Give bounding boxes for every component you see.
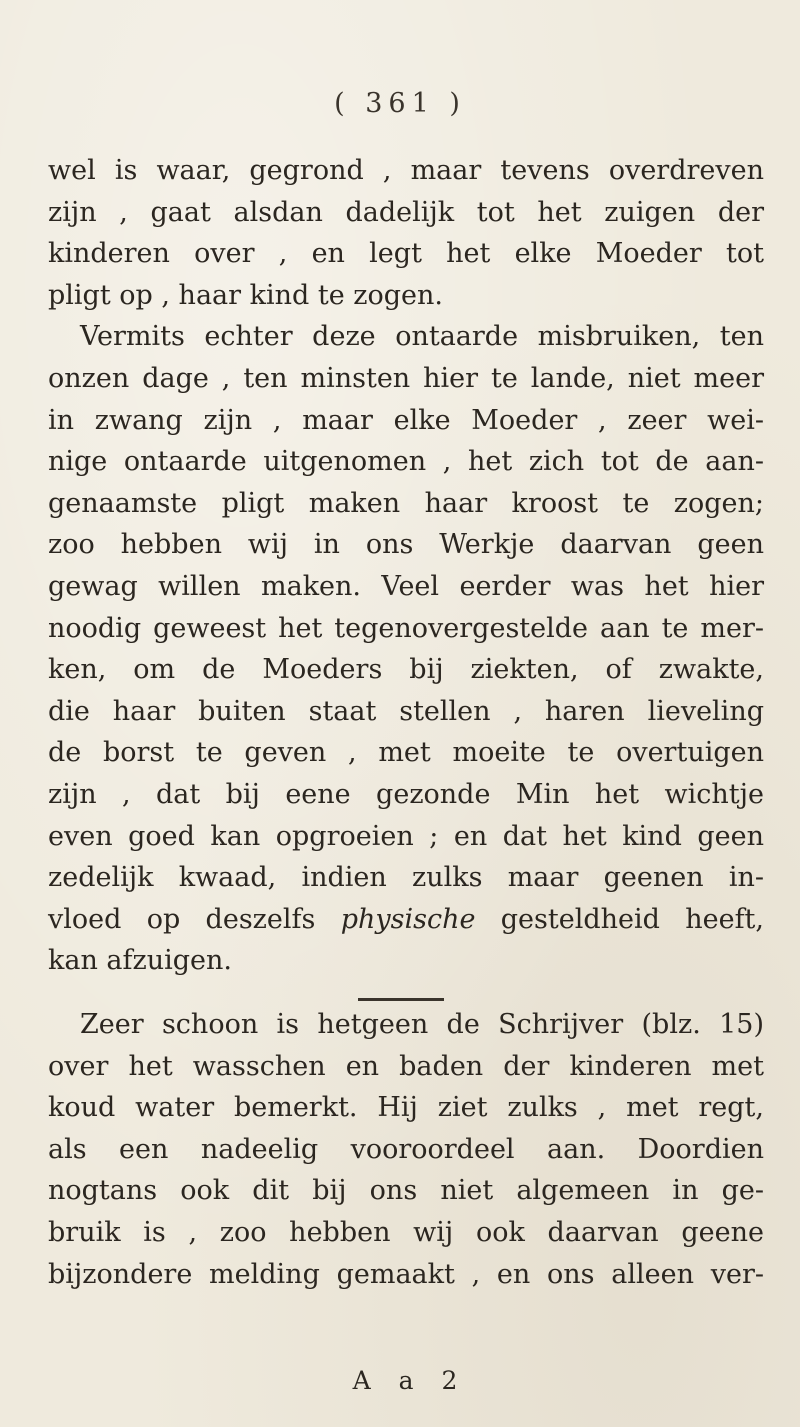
text-line: kan afzuigen.: [48, 945, 233, 977]
text-line: nogtans ook dit bij ons niet algemeen in ge-: [48, 1175, 764, 1207]
text-line: de borst te geven , met moeite te overtuigen: [48, 737, 764, 769]
italic-word: physische: [340, 903, 476, 935]
text-line: zedelijk kwaad, indien zulks maar geenen in-: [48, 862, 764, 894]
text-line: bruik is , zoo hebben wij ook daarvan geene: [48, 1216, 764, 1248]
text-line: gewag willen maken. Veel eerder was het hier: [48, 570, 764, 602]
page-number: ( 361 ): [334, 88, 466, 119]
text-line: onzen dage , ten minsten hier te lande, niet meer: [48, 362, 764, 394]
text-line: wel is waar, gegrond , maar tevens overdreven: [48, 155, 764, 186]
text-line: Vermits echter deze ontaarde misbruiken, ten: [80, 321, 764, 353]
text-segment: vloed op deszelfs: [48, 903, 316, 935]
text-segment: gesteldheid heeft,: [500, 903, 764, 935]
text-line: zijn , dat bij eene gezonde Min het wichtje: [48, 778, 764, 810]
text-line: zijn , gaat alsdan dadelijk tot het zuigen der: [48, 196, 764, 228]
text-line: als een nadeelig vooroordeel aan. Doordien: [48, 1133, 764, 1165]
text-line: pligt op , haar kind te zogen.: [48, 279, 444, 311]
text-line-mixed: [48, 899, 764, 941]
paragraph-block-1: [48, 150, 764, 982]
text-line: bijzondere melding gemaakt , en ons alleen ver-: [48, 1258, 764, 1290]
text-line: genaamste pligt maken haar kroost te zogen;: [48, 487, 764, 519]
paragraph-block-2: [48, 1004, 764, 1295]
text-line: kinderen over , en legt het elke Moeder tot: [48, 238, 764, 270]
text-line: even goed kan opgroeien ; en dat het kind geen: [48, 820, 764, 852]
text-line: ken, om de Moeders bij ziekten, of zwakte,: [48, 654, 764, 686]
text-line: die haar buiten staat stellen , haren lieveling: [48, 695, 764, 727]
text-line: in zwang zijn , maar elke Moeder , zeer wei-: [48, 404, 764, 436]
text-line: zoo hebben wij in ons Werkje daarvan geen: [48, 529, 764, 561]
text-line: Zeer schoon is hetgeen de Schrijver (blz. 15): [80, 1009, 764, 1040]
text-line: noodig geweest het tegenovergestelde aan te mer-: [48, 612, 764, 644]
section-divider: [358, 998, 444, 1001]
text-line: nige ontaarde uitgenomen , het zich tot de aan-: [48, 446, 764, 478]
signature-mark: A a 2: [352, 1366, 468, 1395]
text-line: koud water bemerkt. Hij ziet zulks , met regt,: [48, 1092, 764, 1124]
text-line: over het wasschen en baden der kinderen met: [48, 1050, 764, 1082]
